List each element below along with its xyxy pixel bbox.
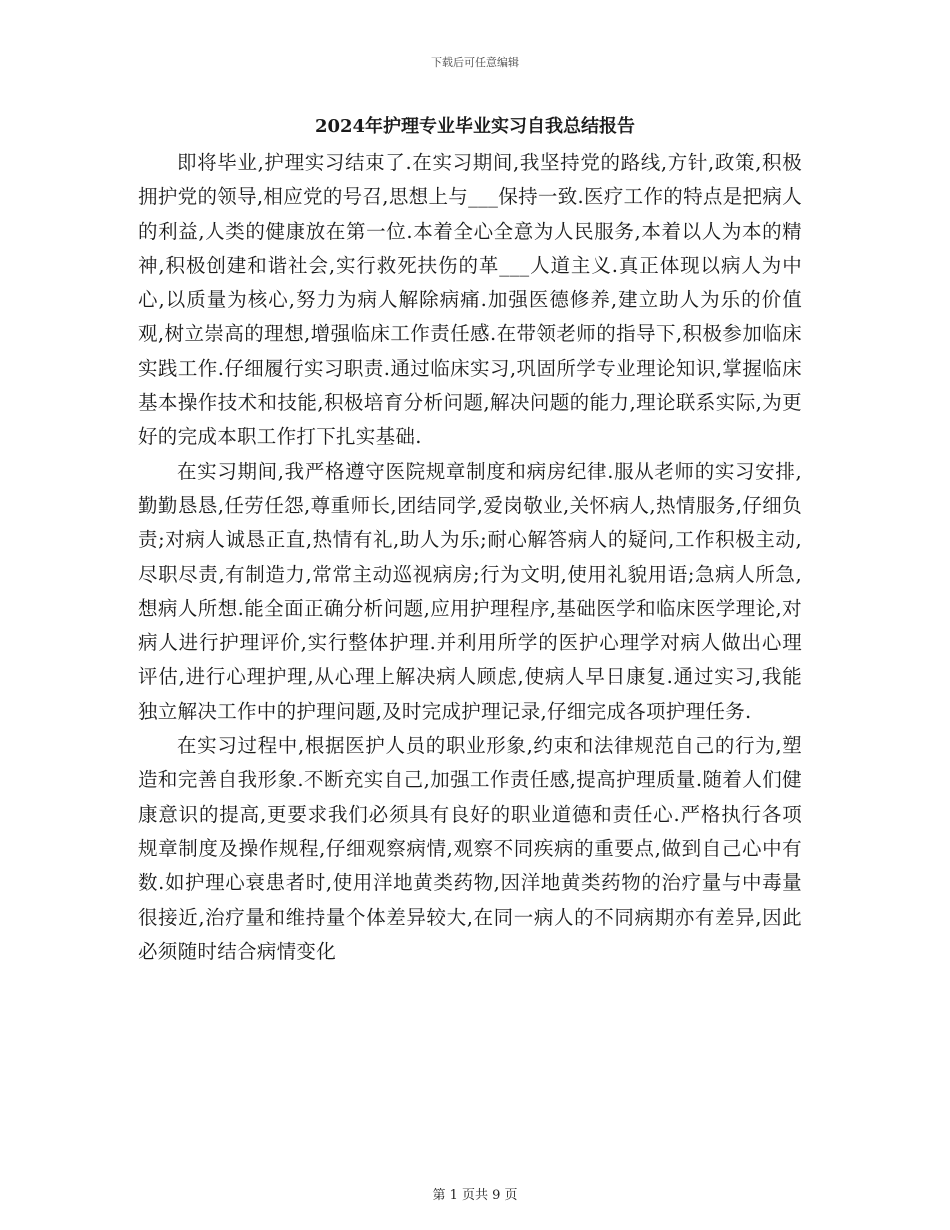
header-note: 下载后可任意编辑 [431,56,519,69]
paragraph-3: 在实习过程中,根据医护人员的职业形象,约束和法律规范自己的行为,塑造和完善自我形象.不断充实自己,加强工作责任感,提高护理质量.随着人们健康意识的提高,更要求我们必须具有良好的职业道德和责任心.严格执行各项规章制度及操作规程,仔细观察病情,观察不同疾病的重要点,做到自己心中有数.如护理心衰患者时,使用洋地黄类药物,因洋地黄类药物的治疗量与中毒量很接近,治疗量和维持量个体差异较大,在同一病人的不同病期亦有差异,因此必须随时结合病情变化 [138,734,802,963]
document-title: 2024年护理专业毕业实习自我总结报告 [314,116,636,137]
page-number: 第 1 页共 9 页 [432,1188,518,1203]
paragraph-2: 在实习期间,我严格遵守医院规章制度和病房纪律.服从老师的实习安排,勤勤恳恳,任劳任怨,尊重师长,团结同学,爱岗敬业,关怀病人,热情服务,仔细负责;对病人诚恳正直,热情有礼,助人为乐;耐心解答病人的疑问,工作积极主动,尽职尽责,有制造力,常常主动巡视病房;行为文明,使用礼貌用语;急病人所急,想病人所想.能全面正确分析问题,应用护理程序,基础医学和临床医学理论,对病人进行护理评价,实行整体护理.并利用所学的医护心理学对病人做出心理评估,进行心理护理,从心理上解决病人顾虑,使病人早日康复.通过实习,我能独立解决工作中的护理问题,及时完成护理记录,仔细完成各项护理任务. [138,459,802,723]
paragraph-1: 即将毕业,护理实习结束了.在实习期间,我坚持党的路线,方针,政策,积极拥护党的领导,相应党的号召,思想上与___保持一致.医疗工作的特点是把病人的利益,人类的健康放在第一位.本着全心全意为人民服务,本着以人为本的精神,积极创建和谐社会,实行救死扶伤的革___人道主义.真正体现以病人为中心,以质量为核心,努力为病人解除病痛.加强医德修养,建立助人为乐的价值观,树立崇高的理想,增强临床工作责任感.在带领老师的指导下,积极参加临床实践工作.仔细履行实习职责.通过临床实习,巩固所学专业理论知识,掌握临床基本操作技术和技能,积极培育分析问题,解决问题的能力,理论联系实际,为更好的完成本职工作打下扎实基础. [138,151,802,449]
document-body [138,146,802,969]
